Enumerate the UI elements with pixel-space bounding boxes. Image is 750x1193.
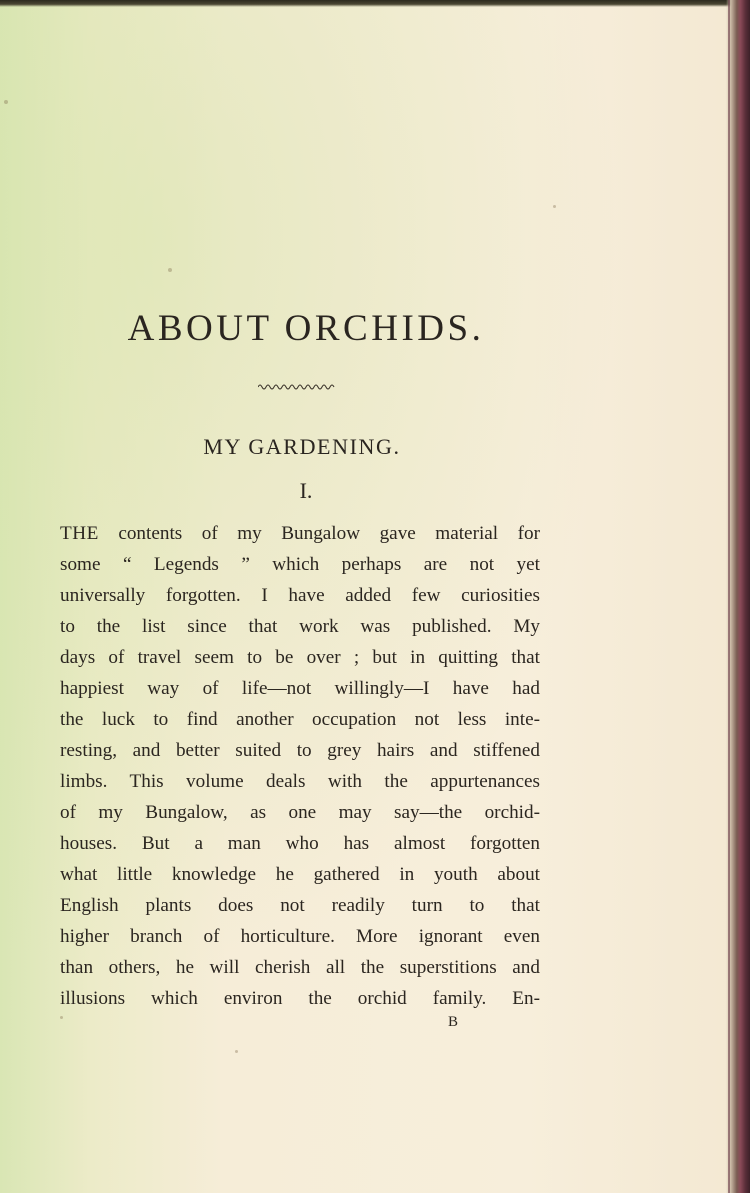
paper-speck	[60, 1016, 63, 1019]
text-line: the luck to find another occupation not less inte-	[60, 709, 540, 730]
text-line: to the list since that work was published. My	[60, 616, 540, 637]
text-line: higher branch of horticulture. More ignorant even	[60, 926, 540, 947]
text-line: English plants does not readily turn to that	[60, 895, 540, 916]
book-title: ABOUT ORCHIDS.	[127, 308, 485, 349]
paper-speck	[553, 205, 556, 208]
first-line-text: contents of my Bungalow gave material for	[118, 523, 540, 544]
paper-speck	[235, 1050, 238, 1053]
text-line: happiest way of life—not willingly—I have had	[60, 678, 540, 699]
body-paragraph	[60, 518, 540, 1014]
lead-word: THE	[60, 523, 99, 544]
text-line: some “ Legends ” which perhaps are not yet	[60, 554, 540, 575]
text-line: limbs. This volume deals with the appurtenances	[60, 771, 540, 792]
text-line: houses. But a man who has almost forgotten	[60, 833, 540, 854]
text-line: illusions which environ the orchid family. En-	[60, 988, 540, 1009]
binding-line	[728, 0, 730, 1193]
paper-speck	[4, 100, 8, 104]
signature-mark: B	[448, 1014, 459, 1030]
text-line: of my Bungalow, as one may say—the orchid-	[60, 802, 540, 823]
text-line	[60, 518, 540, 549]
text-line: days of travel seem to be over ; but in quitting that	[60, 647, 540, 668]
text-line: what little knowledge he gathered in youth about	[60, 864, 540, 885]
text-line: resting, and better suited to grey hairs and stiffened	[60, 740, 540, 761]
text-line: than others, he will cherish all the superstitions and	[60, 957, 540, 978]
paper-speck	[168, 268, 172, 272]
text-line: universally forgotten. I have added few curiosities	[60, 585, 540, 606]
section-heading: MY GARDENING.	[203, 434, 401, 459]
decorative-wavy-rule	[258, 382, 336, 392]
page-top-edge	[0, 0, 750, 7]
chapter-number: I.	[299, 478, 313, 503]
